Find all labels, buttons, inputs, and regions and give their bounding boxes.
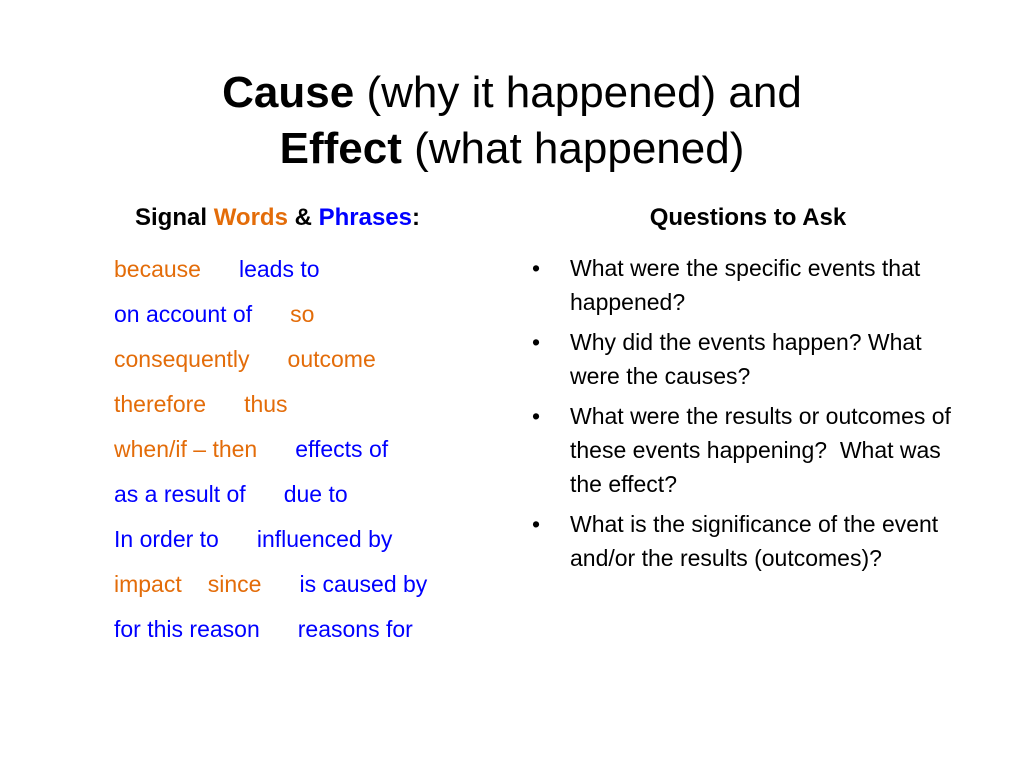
question-text: What is the significance of the event and/or the results (outcomes)? xyxy=(570,511,939,571)
term-word: impact xyxy=(114,571,182,597)
title-cause-rest: (why it happened) and xyxy=(354,68,802,118)
term-row xyxy=(114,340,427,385)
question-item xyxy=(530,251,960,319)
term-phrase: leads to xyxy=(238,256,320,282)
slide-title xyxy=(0,65,1024,177)
questions-list xyxy=(530,251,960,581)
term-phrase: In order to xyxy=(114,526,219,552)
term-word: therefore xyxy=(114,391,207,417)
bullet-icon: • xyxy=(532,403,541,429)
term-row xyxy=(114,565,427,610)
signal-words-list xyxy=(114,250,427,655)
question-text: Why did the events happen? What were the causes? xyxy=(570,329,922,389)
question-item xyxy=(530,325,960,393)
title-line-1 xyxy=(222,68,802,117)
term-word: so xyxy=(290,301,315,327)
term-word: outcome xyxy=(287,346,376,372)
question-text: What were the results or outcomes of these events happening? What was the effect? xyxy=(570,403,958,497)
term-phrase: when/if – then xyxy=(114,436,258,462)
term-word: consequently xyxy=(114,346,250,372)
title-cause: Cause xyxy=(222,68,355,118)
term-word: since xyxy=(207,571,262,597)
term-phrase: effects of xyxy=(295,436,389,462)
term-phrase: reasons for xyxy=(297,616,413,642)
bullet-icon: • xyxy=(532,255,541,281)
term-word: because xyxy=(114,256,201,282)
title-line-2 xyxy=(280,124,745,173)
term-row xyxy=(114,520,427,565)
term-row xyxy=(114,385,427,430)
bullet-icon: • xyxy=(532,511,541,537)
heading-signal: Signal xyxy=(135,204,214,231)
term-phrase: on account of xyxy=(114,301,253,327)
term-row xyxy=(114,430,427,475)
question-item xyxy=(530,399,960,501)
term-row xyxy=(114,610,427,655)
question-text: What were the specific events that happened? xyxy=(570,255,921,315)
signal-words-heading xyxy=(0,200,555,236)
term-phrase: influenced by xyxy=(256,526,393,552)
title-effect: Effect xyxy=(279,124,402,174)
term-row xyxy=(114,250,427,295)
term-phrase: is caused by xyxy=(299,571,428,597)
term-word: thus xyxy=(244,391,288,417)
questions-heading: Questions to Ask xyxy=(649,204,847,231)
term-phrase: for this reason xyxy=(114,616,260,642)
term-phrase: due to xyxy=(283,481,348,507)
title-effect-rest: (what happened) xyxy=(401,124,745,174)
bullet-icon: • xyxy=(532,329,541,355)
term-phrase: as a result of xyxy=(114,481,246,507)
heading-phrases: Phrases xyxy=(318,204,412,231)
heading-colon: : xyxy=(412,204,420,231)
heading-amp: & xyxy=(287,204,319,231)
term-row xyxy=(114,475,427,520)
heading-words: Words xyxy=(213,204,288,231)
question-item xyxy=(530,507,960,575)
term-row xyxy=(114,295,427,340)
